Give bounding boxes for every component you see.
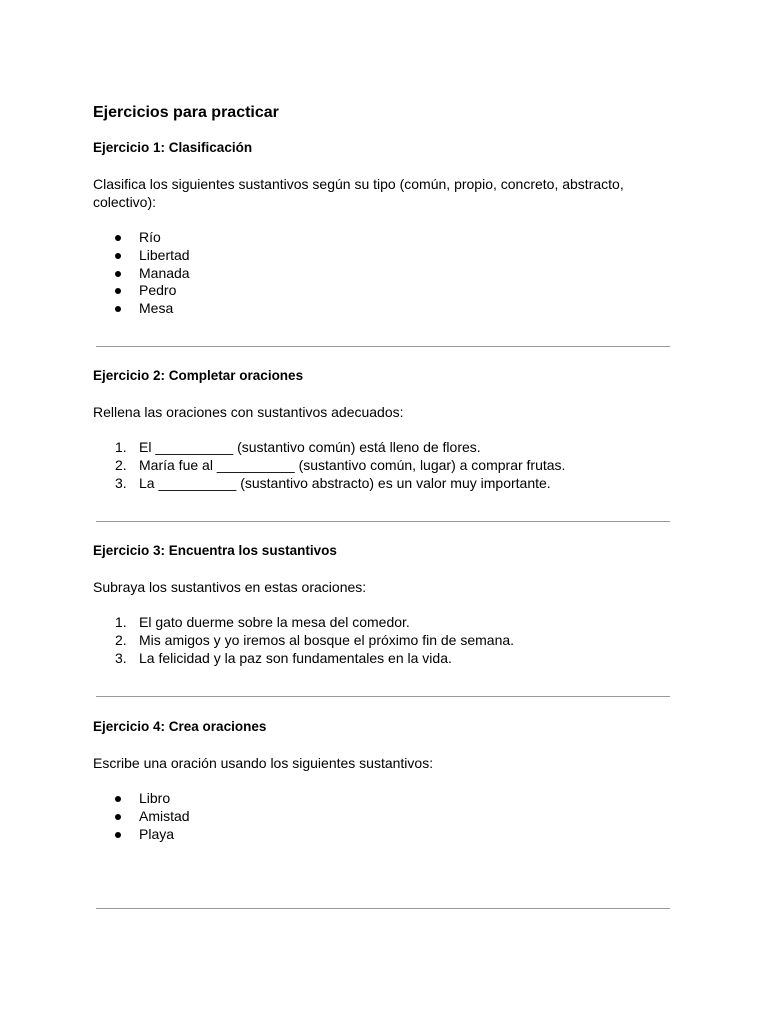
exercise-2-list bbox=[93, 439, 673, 492]
exercise-3-instruction: Subraya los sustantivos en estas oraciones: bbox=[93, 579, 367, 595]
bullet-icon bbox=[115, 235, 121, 241]
list-number: 2. bbox=[115, 456, 127, 473]
exercise-4-instruction: Escribe una oración usando los siguientes sustantivos: bbox=[93, 755, 434, 771]
list-item: Mesa bbox=[93, 300, 673, 318]
list-item: Manada bbox=[93, 265, 673, 283]
exercise-3-heading: Ejercicio 3: Encuentra los sustantivos bbox=[93, 543, 337, 558]
exercise-4-heading: Ejercicio 4: Crea oraciones bbox=[93, 719, 267, 734]
list-item: Amistad bbox=[93, 808, 673, 826]
exercise-1 bbox=[93, 139, 673, 318]
exercise-2-heading: Ejercicio 2: Completar oraciones bbox=[93, 368, 304, 383]
list-item: 1. El __________ (sustantivo común) está lleno de flores. bbox=[115, 439, 481, 455]
section-divider bbox=[96, 521, 670, 522]
exercise-3 bbox=[93, 542, 673, 667]
list-item: Libertad bbox=[93, 247, 673, 265]
list-item: 3. La felicidad y la paz son fundamentales en la vida. bbox=[115, 649, 452, 666]
bullet-icon bbox=[115, 253, 121, 259]
list-item: 2. María fue al __________ (sustantivo común, lugar) a comprar frutas. bbox=[115, 456, 566, 473]
list-item: Pedro bbox=[93, 282, 673, 300]
section-divider bbox=[96, 908, 670, 909]
list-item: 3. La __________ (sustantivo abstracto) es un valor muy importante. bbox=[115, 474, 551, 491]
exercise-1-instruction: Clasifica los siguientes sustantivos según su tipo (común, propio, concreto, abstracto, colectivo): bbox=[93, 176, 624, 210]
list-number: 2. bbox=[115, 631, 127, 648]
bullet-icon bbox=[115, 814, 121, 820]
list-item: 2. Mis amigos y yo iremos al bosque el próximo fin de semana. bbox=[115, 631, 515, 648]
list-number: 1. bbox=[115, 614, 127, 630]
bullet-icon bbox=[115, 796, 121, 802]
exercise-4-list bbox=[93, 790, 673, 843]
section-divider bbox=[96, 346, 670, 347]
exercise-1-heading: Ejercicio 1: Clasificación bbox=[93, 140, 253, 155]
bullet-icon bbox=[115, 832, 121, 838]
list-item: Playa bbox=[93, 826, 673, 844]
list-item: Libro bbox=[93, 790, 673, 808]
list-item: Río bbox=[93, 229, 673, 247]
exercise-1-list bbox=[93, 229, 673, 318]
bullet-icon bbox=[115, 271, 121, 277]
exercise-2 bbox=[93, 367, 673, 492]
list-item: 1. El gato duerme sobre la mesa del comedor. bbox=[115, 614, 410, 630]
exercise-2-instruction: Rellena las oraciones con sustantivos adecuados: bbox=[93, 404, 404, 420]
exercise-4 bbox=[93, 718, 673, 843]
list-number: 3. bbox=[115, 649, 127, 666]
list-number: 1. bbox=[115, 439, 127, 455]
bullet-icon bbox=[115, 288, 121, 294]
section-divider bbox=[96, 696, 670, 697]
page-title: Ejercicios para practicar bbox=[93, 104, 279, 121]
list-number: 3. bbox=[115, 474, 127, 491]
exercise-3-list bbox=[93, 614, 673, 667]
bullet-icon bbox=[115, 306, 121, 312]
